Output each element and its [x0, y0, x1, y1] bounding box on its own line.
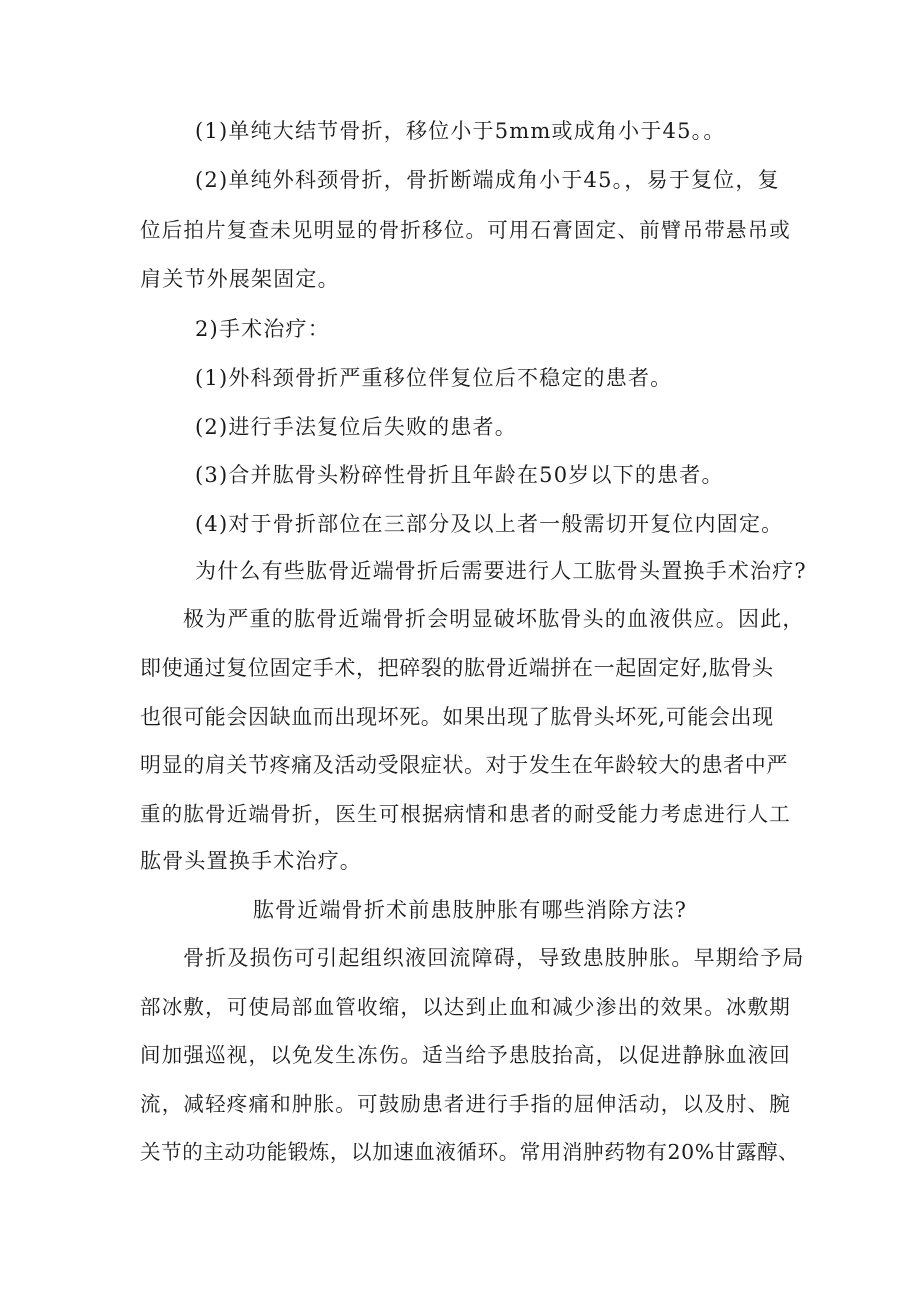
question-heading-2: 肱骨近端骨折术前患肢肿胀有哪些消除方法?: [252, 898, 688, 922]
text-line-6: (1)外科颈骨折严重移位伴复位后不稳定的患者。: [195, 366, 673, 390]
section-heading-surgery: 2)手术治疗：: [195, 317, 330, 341]
text-line-15: 重的肱骨近端骨折，医生可根据病情和患者的耐受能力考虑进行人工: [140, 802, 791, 826]
text-line-16: 肱骨头置换手术治疗。: [140, 849, 362, 873]
text-line-13: 也很可能会因缺血而出现坏死。如果出现了肱骨头坏死,可能会出现: [140, 705, 774, 729]
text-line-22: 关节的主动功能锻炼，以加速血液循环。常用消肿药物有20%甘露醇、: [140, 1140, 800, 1164]
text-line-21: 流，减轻疼痛和肿胀。可鼓励患者进行手指的屈伸活动，以及肘、腕: [140, 1092, 791, 1116]
text-line-4: 肩关节外展架固定。: [140, 267, 340, 291]
text-line-9: (4)对于骨折部位在三部分及以上者一般需切开复位内固定。: [195, 512, 784, 536]
text-line-11: 极为严重的肱骨近端骨折会明显破坏肱骨头的血液供应。因此，: [183, 607, 805, 631]
text-line-14: 明显的肩关节疼痛及活动受限症状。对于发生在年龄较大的患者中严: [140, 753, 788, 777]
text-line-18: 骨折及损伤可引起组织液回流障碍，导致患肢肿胀。早期给予局: [183, 946, 805, 970]
text-line-3: 位后拍片复查未见明显的骨折移位。可用石膏固定、前臂吊带悬吊或: [140, 218, 791, 242]
text-line-8: (3)合并肱骨头粉碎性骨折且年龄在50岁以下的患者。: [195, 463, 724, 487]
question-heading-1: 为什么有些肱骨近端骨折后需要进行人工肱骨头置换手术治疗?: [195, 559, 807, 583]
text-line-19: 部冰敷，可使局部血管收缩，以达到止血和减少渗出的效果。冰敷期: [140, 995, 791, 1019]
text-line-1: (1)单纯大结节骨折，移位小于5mm或成角小于45。。: [195, 119, 726, 143]
text-line-12: 即使通过复位固定手术，把碎裂的肱骨近端拼在一起固定好,肱骨头: [140, 656, 774, 680]
text-line-2: (2)单纯外科颈骨折，骨折断端成角小于45。，易于复位，复: [195, 168, 780, 192]
text-line-7: (2)进行手法复位后失败的患者。: [195, 415, 517, 439]
text-line-20: 间加强巡视，以免发生冻伤。适当给予患肢抬高，以促进静脉血液回: [140, 1043, 791, 1067]
